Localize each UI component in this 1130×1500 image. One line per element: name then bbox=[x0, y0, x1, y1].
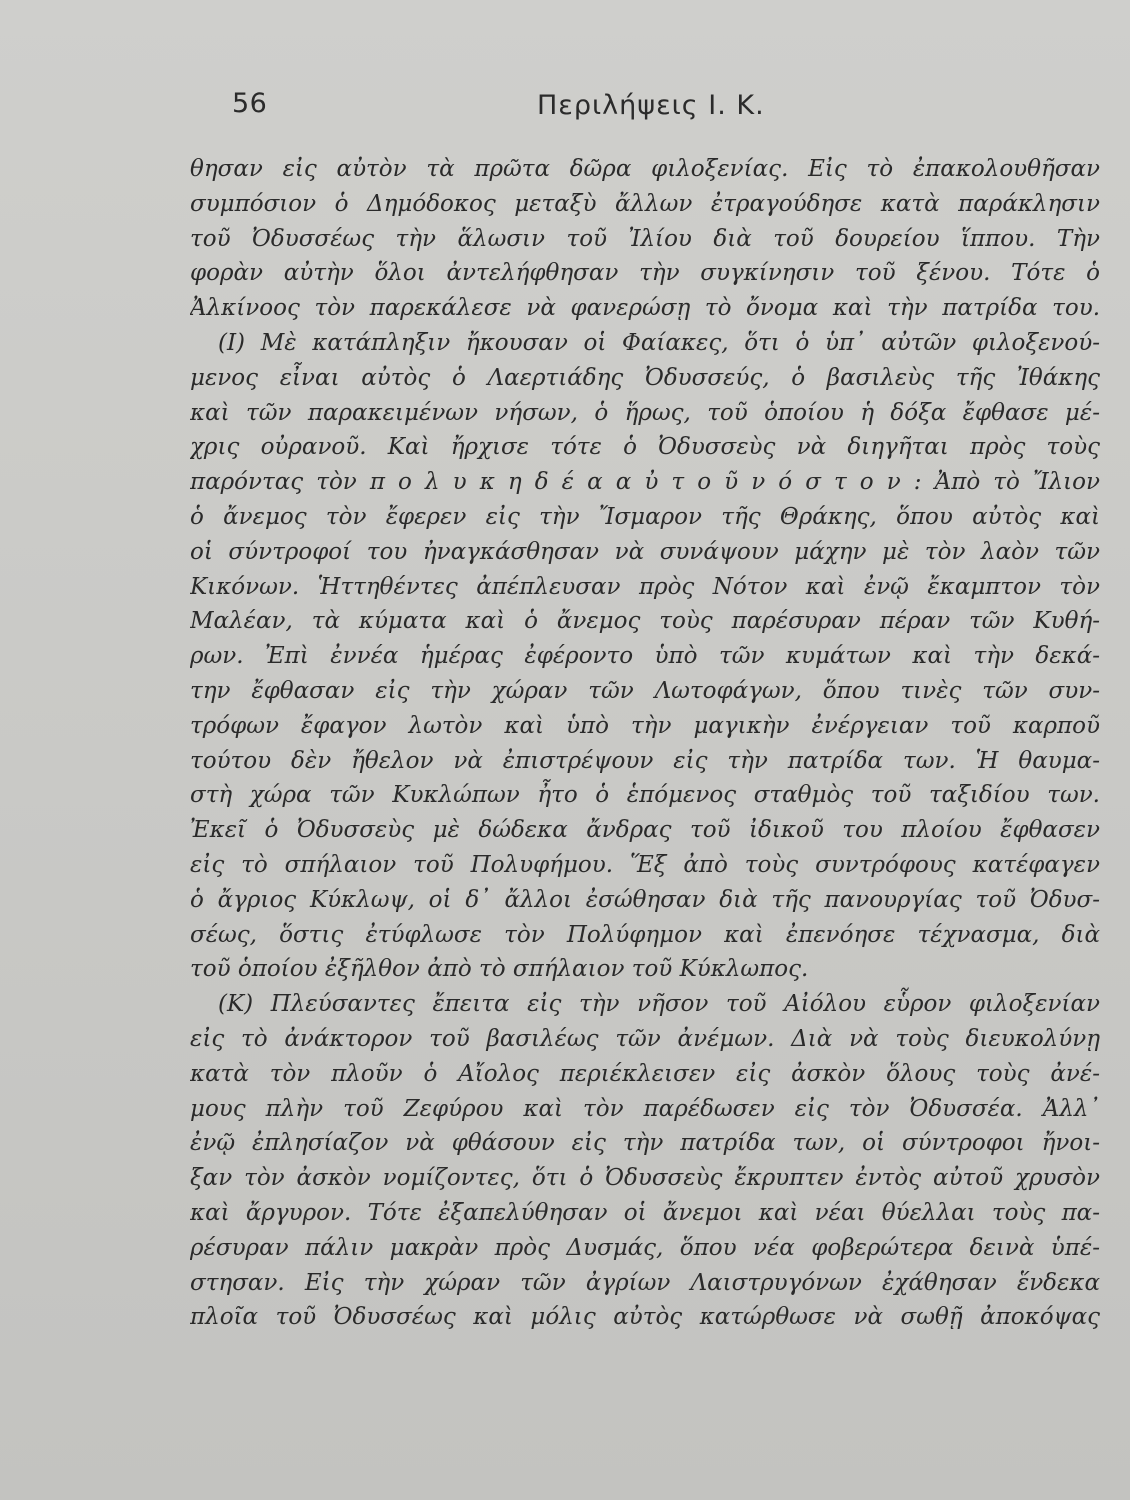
text-line: καὶ ἄργυρον. Τότε ἐξαπελύθησαν οἱ ἄνεμοι καὶ νέαι θύελλαι τοὺς πα- bbox=[190, 1199, 1100, 1226]
text-line: σέως, ὅστις ἐτύφλωσε τὸν Πολύφημον καὶ ἐπενόησε τέχνασμα, διὰ bbox=[190, 921, 1100, 948]
text-line: φορὰν αὐτὴν ὅλοι ἀντελήφθησαν τὴν συγκίνησιν τοῦ ξένου. Τότε ὁ bbox=[190, 260, 1100, 287]
text-line: τούτου δὲν ἤθελον νὰ ἐπιστρέψουν εἰς τὴν πατρίδα των. Ἡ θαυμα- bbox=[190, 747, 1100, 774]
text-line: τοῦ ὁποίου ἐξῆλθον ἀπὸ τὸ σπήλαιον τοῦ Κύκλωπος. bbox=[190, 956, 809, 983]
page-header bbox=[232, 88, 832, 138]
body-text bbox=[190, 152, 1100, 1335]
text-line: πλοῖα τοῦ Ὀδυσσέως καὶ μόλις αὐτὸς κατώρθωσε νὰ σωθῇ ἀποκόψας bbox=[190, 1304, 1100, 1331]
text-line: μους πλὴν τοῦ Ζεφύρου καὶ τὸν παρέδωσεν εἰς τὸν Ὀδυσσέα. Ἀλλ᾽ bbox=[190, 1095, 1100, 1122]
text-line: ρων. Ἐπὶ ἐννέα ἡμέρας ἐφέροντο ὑπὸ τῶν κυμάτων καὶ τὴν δεκά- bbox=[190, 643, 1100, 670]
page-number: 56 bbox=[232, 88, 268, 119]
running-head: Περιλήψεις Ι. Κ. bbox=[537, 90, 765, 121]
text-line: ἐνῷ ἐπλησίαζον νὰ φθάσουν εἰς τὴν πατρίδα των, οἱ σύντροφοι ἤνοι- bbox=[190, 1130, 1100, 1157]
text-line: οἱ σύντροφοί του ἠναγκάσθησαν νὰ συνάψουν μάχην μὲ τὸν λαὸν τῶν bbox=[190, 538, 1100, 565]
text-line: μενος εἶναι αὐτὸς ὁ Λαερτιάδης Ὀδυσσεύς, ὁ βασιλεὺς τῆς Ἰθάκης bbox=[190, 364, 1100, 391]
text-line: παρόντας τὸν π ο λ υ κ η δ έ α α ὐ τ ο ῦ ν ό σ τ ο ν : Ἀπὸ τὸ Ἴλιον bbox=[190, 469, 1100, 496]
text-line: την ἔφθασαν εἰς τὴν χώραν τῶν Λωτοφάγων, ὅπου τινὲς τῶν συν- bbox=[190, 677, 1100, 704]
text-line: θησαν εἰς αὐτὸν τὰ πρῶτα δῶρα φιλοξενίας. Εἰς τὸ ἐπακολουθῆσαν bbox=[190, 156, 1100, 182]
text-line: τοῦ Ὀδυσσέως τὴν ἅλωσιν τοῦ Ἰλίου διὰ τοῦ δουρείου ἵππου. Τὴν bbox=[190, 225, 1100, 252]
text-line: τρόφων ἔφαγον λωτὸν καὶ ὑπὸ τὴν μαγικὴν ἐνέργειαν τοῦ καρποῦ bbox=[190, 712, 1100, 739]
text-line: ὁ ἄγριος Κύκλωψ, οἱ δ᾽ ἄλλοι ἐσώθησαν διὰ τῆς πανουργίας τοῦ Ὀδυσ- bbox=[190, 886, 1100, 913]
text-line: στὴ χώρα τῶν Κυκλώπων ἦτο ὁ ἑπόμενος σταθμὸς τοῦ ταξιδίου των. bbox=[190, 782, 1100, 809]
text-line: καὶ τῶν παρακειμένων νήσων, ὁ ἥρως, τοῦ ὁποίου ἡ δόξα ἔφθασε μέ- bbox=[190, 399, 1100, 426]
text-line: χρις οὐρανοῦ. Καὶ ἤρχισε τότε ὁ Ὀδυσσεὺς νὰ διηγῆται πρὸς τοὺς bbox=[190, 434, 1100, 461]
text-line: Μαλέαν, τὰ κύματα καὶ ὁ ἄνεμος τοὺς παρέσυραν πέραν τῶν Κυθή- bbox=[190, 608, 1100, 635]
text-line: στησαν. Εἰς τὴν χώραν τῶν ἀγρίων Λαιστρυγόνων ἐχάθησαν ἕνδεκα bbox=[190, 1269, 1100, 1296]
text-line: συμπόσιον ὁ Δημόδοκος μεταξὺ ἄλλων ἐτραγούδησε κατὰ παράκλησιν bbox=[190, 190, 1100, 217]
text-line: ξαν τὸν ἀσκὸν νομίζοντες, ὅτι ὁ Ὀδυσσεὺς ἔκρυπτεν ἐντὸς αὐτοῦ χρυσὸν bbox=[190, 1165, 1100, 1192]
text-line: εἰς τὸ ἀνάκτορον τοῦ βασιλέως τῶν ἀνέμων. Διὰ νὰ τοὺς διευκολύνῃ bbox=[190, 1025, 1100, 1052]
text-line: Ἀλκίνοος τὸν παρεκάλεσε νὰ φανερώσῃ τὸ ὄνομα καὶ τὴν πατρίδα του. bbox=[190, 295, 1100, 322]
text-line: (Ι) Μὲ κατάπληξιν ἤκουσαν οἱ Φαίακες, ὅτι ὁ ὑπ᾽ αὐτῶν φιλοξενού- bbox=[218, 329, 1100, 356]
text-line: ὁ ἄνεμος τὸν ἔφερεν εἰς τὴν Ἴσμαρον τῆς Θράκης, ὅπου αὐτὸς καὶ bbox=[190, 503, 1100, 530]
text-line: ρέσυραν πάλιν μακρὰν πρὸς Δυσμάς, ὅπου νέα φοβερώτερα δεινὰ ὑπέ- bbox=[190, 1234, 1100, 1261]
text-line: Ἐκεῖ ὁ Ὀδυσσεὺς μὲ δώδεκα ἄνδρας τοῦ ἰδικοῦ του πλοίου ἔφθασεν bbox=[190, 817, 1100, 844]
text-line: κατὰ τὸν πλοῦν ὁ Αἴολος περιέκλεισεν εἰς ἀσκὸν ὅλους τοὺς ἀνέ- bbox=[190, 1060, 1100, 1087]
text-line: Κικόνων. Ἡττηθέντες ἀπέπλευσαν πρὸς Νότον καὶ ἐνῷ ἔκαμπτον τὸν bbox=[190, 573, 1100, 600]
text-line: εἰς τὸ σπήλαιον τοῦ Πολυφήμου. Ἕξ ἀπὸ τοὺς συντρόφους κατέφαγεν bbox=[190, 851, 1100, 878]
text-line: (Κ) Πλεύσαντες ἔπειτα εἰς τὴν νῆσον τοῦ Αἰόλου εὗρον φιλοξενίαν bbox=[218, 991, 1100, 1018]
